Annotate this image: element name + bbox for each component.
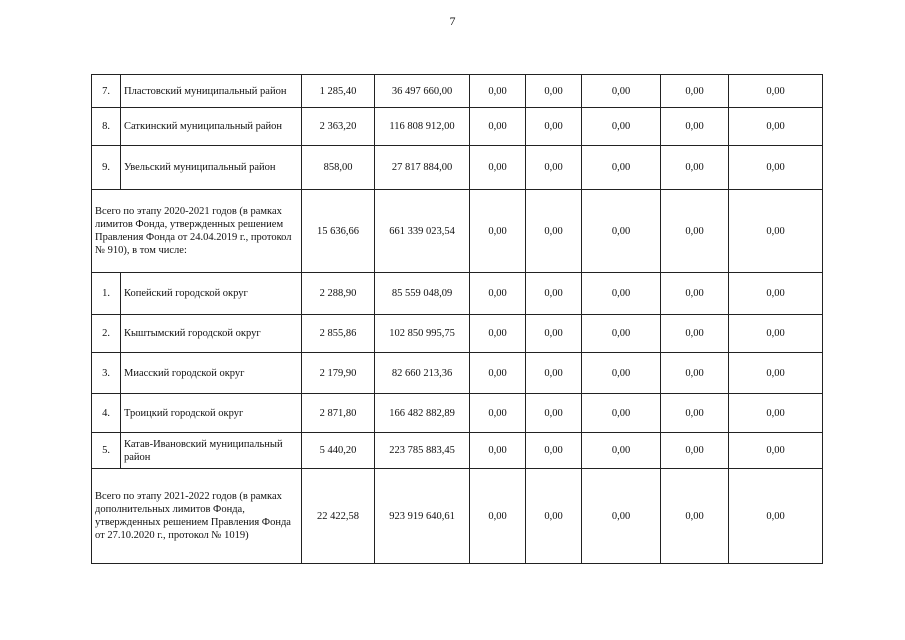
area-value: 2 288,90 [302, 273, 375, 315]
value-cell: 0,00 [470, 75, 526, 108]
value-cell: 0,00 [661, 353, 729, 394]
municipality-name: Троицкий городской округ [121, 394, 302, 433]
value-cell: 0,00 [582, 75, 661, 108]
row-number: 8. [92, 108, 121, 146]
value-cell: 0,00 [526, 315, 582, 353]
value-cell: 0,00 [470, 394, 526, 433]
table-row [92, 353, 823, 394]
page-number: 7 [449, 14, 456, 28]
value-cell: 0,00 [582, 108, 661, 146]
table-row [92, 273, 823, 315]
subtotal-label: Всего по этапу 2020-2021 годов (в рамках лимитов Фонда, утвержденных решением Правления Фонда от 24.04.2019 г., протокол № 910), в том числе: [92, 190, 302, 273]
value-cell: 0,00 [729, 273, 823, 315]
row-number: 3. [92, 353, 121, 394]
municipality-name: Катав-Ивановский муниципальный район [121, 433, 302, 469]
cost-value: 36 497 660,00 [375, 75, 470, 108]
subtotal-label: Всего по этапу 2021-2022 годов (в рамках дополнительных лимитов Фонда, утвержденных решением Правления Фонда от 27.10.2020 г., протокол № 1019) [92, 469, 302, 564]
value-cell: 0,00 [470, 273, 526, 315]
value-cell: 0,00 [526, 394, 582, 433]
area-value: 2 179,90 [302, 353, 375, 394]
municipality-name: Саткинский муниципальный район [121, 108, 302, 146]
table-row [92, 315, 823, 353]
area-value: 858,00 [302, 146, 375, 190]
subtotal-row [92, 469, 823, 564]
value-cell: 0,00 [661, 469, 729, 564]
value-cell: 0,00 [729, 190, 823, 273]
municipality-name: Миасский городской округ [121, 353, 302, 394]
subtotal-row [92, 190, 823, 273]
table-row [92, 75, 823, 108]
value-cell: 0,00 [582, 273, 661, 315]
area-value: 2 855,86 [302, 315, 375, 353]
value-cell: 0,00 [661, 75, 729, 108]
value-cell: 0,00 [526, 469, 582, 564]
value-cell: 0,00 [582, 190, 661, 273]
value-cell: 0,00 [729, 108, 823, 146]
area-value: 2 871,80 [302, 394, 375, 433]
program-table [91, 74, 823, 564]
cost-value: 223 785 883,45 [375, 433, 470, 469]
table-row [92, 146, 823, 190]
municipality-name: Пластовский муниципальный район [121, 75, 302, 108]
value-cell: 0,00 [661, 394, 729, 433]
value-cell: 0,00 [729, 469, 823, 564]
row-number: 1. [92, 273, 121, 315]
table-row [92, 108, 823, 146]
row-number: 2. [92, 315, 121, 353]
value-cell: 0,00 [729, 394, 823, 433]
value-cell: 0,00 [526, 273, 582, 315]
value-cell: 0,00 [470, 190, 526, 273]
table-row [92, 394, 823, 433]
value-cell: 0,00 [526, 146, 582, 190]
value-cell: 0,00 [661, 146, 729, 190]
value-cell: 0,00 [729, 315, 823, 353]
value-cell: 0,00 [470, 108, 526, 146]
cost-value: 166 482 882,89 [375, 394, 470, 433]
row-number: 4. [92, 394, 121, 433]
area-value: 2 363,20 [302, 108, 375, 146]
value-cell: 0,00 [582, 433, 661, 469]
row-number: 5. [92, 433, 121, 469]
cost-value: 27 817 884,00 [375, 146, 470, 190]
value-cell: 0,00 [729, 75, 823, 108]
value-cell: 0,00 [582, 353, 661, 394]
value-cell: 0,00 [470, 469, 526, 564]
row-number: 7. [92, 75, 121, 108]
cost-value: 661 339 023,54 [375, 190, 470, 273]
value-cell: 0,00 [526, 190, 582, 273]
cost-value: 102 850 995,75 [375, 315, 470, 353]
area-value: 15 636,66 [302, 190, 375, 273]
cost-value: 116 808 912,00 [375, 108, 470, 146]
value-cell: 0,00 [470, 433, 526, 469]
value-cell: 0,00 [661, 190, 729, 273]
value-cell: 0,00 [470, 353, 526, 394]
area-value: 5 440,20 [302, 433, 375, 469]
municipality-name: Увельский муниципальный район [121, 146, 302, 190]
value-cell: 0,00 [526, 75, 582, 108]
municipality-name: Кыштымский городской округ [121, 315, 302, 353]
value-cell: 0,00 [729, 146, 823, 190]
value-cell: 0,00 [661, 315, 729, 353]
value-cell: 0,00 [526, 433, 582, 469]
value-cell: 0,00 [729, 433, 823, 469]
row-number: 9. [92, 146, 121, 190]
cost-value: 923 919 640,61 [375, 469, 470, 564]
cost-value: 82 660 213,36 [375, 353, 470, 394]
value-cell: 0,00 [661, 273, 729, 315]
value-cell: 0,00 [526, 108, 582, 146]
value-cell: 0,00 [582, 315, 661, 353]
value-cell: 0,00 [582, 469, 661, 564]
area-value: 1 285,40 [302, 75, 375, 108]
value-cell: 0,00 [661, 108, 729, 146]
value-cell: 0,00 [729, 353, 823, 394]
value-cell: 0,00 [661, 433, 729, 469]
value-cell: 0,00 [582, 394, 661, 433]
cost-value: 85 559 048,09 [375, 273, 470, 315]
value-cell: 0,00 [582, 146, 661, 190]
area-value: 22 422,58 [302, 469, 375, 564]
value-cell: 0,00 [470, 146, 526, 190]
table-row [92, 433, 823, 469]
value-cell: 0,00 [526, 353, 582, 394]
municipality-name: Копейский городской округ [121, 273, 302, 315]
value-cell: 0,00 [470, 315, 526, 353]
